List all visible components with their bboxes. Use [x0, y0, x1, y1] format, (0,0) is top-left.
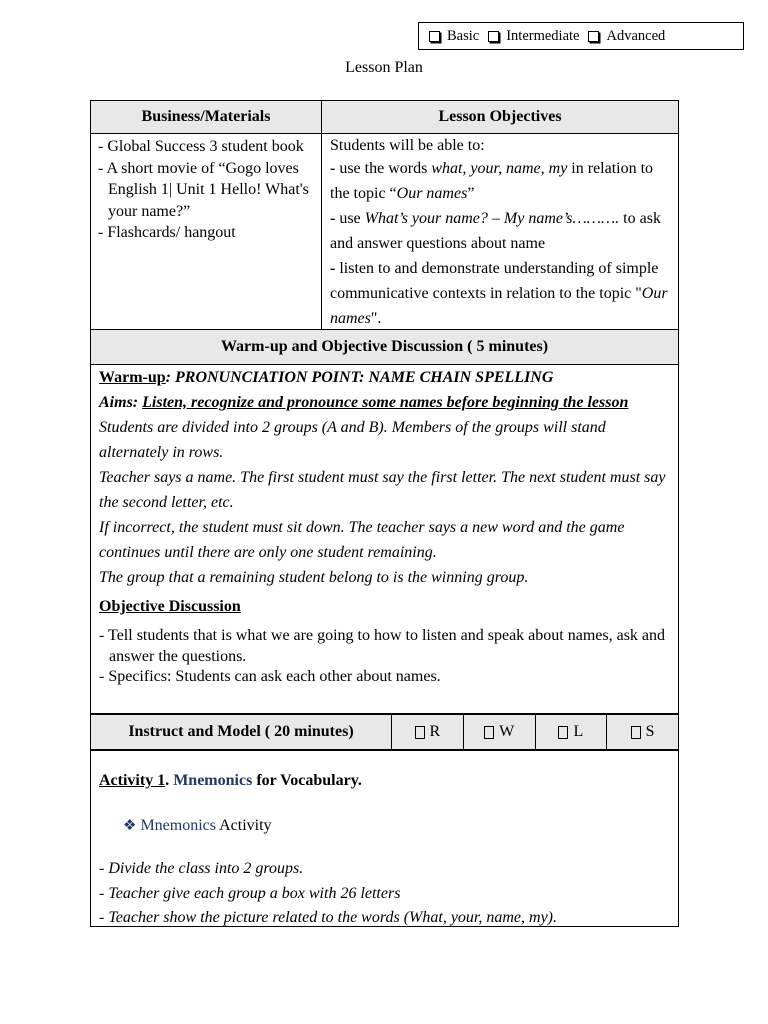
- objective-dash: -: [330, 260, 340, 277]
- objective-text: use: [339, 210, 365, 227]
- objectives-list: [322, 134, 678, 329]
- aims-label: Aims:: [99, 394, 143, 411]
- warmup-aims: [99, 390, 670, 415]
- objective-dash: -: [330, 160, 340, 177]
- instruct-model-title: Instruct and Model ( 20 minutes): [91, 715, 392, 749]
- level-label: Intermediate: [506, 27, 580, 44]
- warmup-step: The group that a remaining student belong to is the winning group.: [99, 569, 529, 586]
- objective-text: in relation to the topic “: [330, 160, 654, 202]
- activity-step: - Teacher show the picture related to the words (What, your, name, my).: [99, 909, 558, 926]
- activity-dot: .: [165, 772, 174, 789]
- materials-header: Business/Materials: [91, 101, 322, 133]
- objective-text: listen to and demonstrate understanding of simple communicative contexts in relation to the topic ": [330, 260, 659, 302]
- objective-text: ”: [467, 185, 475, 202]
- activity-steps: [99, 857, 670, 931]
- skill-option-reading[interactable]: [392, 715, 464, 749]
- skill-label: L: [573, 723, 584, 740]
- objectives-intro: Students will be able to:: [330, 137, 485, 154]
- skill-label: S: [645, 723, 655, 740]
- objective-phrase: What’s your name? – My name’s……….: [364, 210, 620, 227]
- table-header-row: [91, 101, 678, 134]
- aims-text: Listen, recognize and pronounce some names before beginning the lesson: [142, 394, 629, 411]
- objective-item: [330, 156, 670, 206]
- skill-option-speaking[interactable]: [607, 715, 678, 749]
- level-option-advanced[interactable]: [588, 28, 665, 45]
- material-item: - Flashcards/ hangout: [98, 224, 236, 241]
- diamond-bullet-icon: ❖: [123, 816, 137, 834]
- warmup-activity-line: [99, 365, 670, 390]
- materials-list: [91, 134, 322, 329]
- level-label: Basic: [447, 27, 480, 44]
- checkbox-icon[interactable]: [429, 31, 440, 42]
- skill-label: W: [499, 723, 515, 740]
- activity-keyword: Mnemonics: [173, 772, 253, 789]
- mnemonics-activity-line: [99, 814, 670, 837]
- objective-words: what, your, name, my: [431, 160, 568, 177]
- objective-item: [330, 206, 670, 256]
- objective-topic: Our names: [396, 185, 468, 202]
- objective-discussion-item: - Tell students that is what we are going to how to listen and speak about names, ask and answer the questions.: [99, 627, 666, 665]
- activity-step: - Divide the class into 2 groups.: [99, 860, 304, 877]
- checkbox-icon[interactable]: [488, 31, 499, 42]
- objectives-header: Lesson Objectives: [438, 108, 562, 125]
- warmup-label: Warm-up: [99, 369, 166, 386]
- checkbox-icon[interactable]: [588, 31, 599, 42]
- checkbox-icon[interactable]: [415, 726, 425, 739]
- activity-section-body: [91, 751, 678, 926]
- instruct-model-row: [91, 713, 678, 751]
- objective-item: [330, 256, 670, 331]
- objective-dash: -: [330, 210, 340, 227]
- warmup-step: Students are divided into 2 groups (A and B). Members of the groups will stand alternately in rows.: [99, 419, 606, 461]
- objective-text: to ask and answer questions about name: [330, 210, 661, 252]
- level-option-basic[interactable]: [429, 28, 479, 45]
- activity-title: [99, 770, 670, 792]
- objective-discussion-list: [99, 626, 670, 688]
- material-item: - A short movie of “Gogo loves English 1| Unit 1 Hello! What's your name?”: [98, 159, 309, 220]
- activity-label: Activity 1: [99, 772, 166, 789]
- objective-text: use the words: [339, 160, 432, 177]
- activity-step: - Teacher give each group a box with 26 letters: [99, 884, 401, 902]
- materials-objectives-row: [91, 134, 678, 330]
- material-item: - Global Success 3 student book: [98, 138, 304, 155]
- activity-title-rest: for Vocabulary.: [252, 772, 362, 789]
- level-selector: [418, 22, 744, 50]
- warmup-section-body: [91, 365, 678, 713]
- level-label: Advanced: [606, 27, 666, 44]
- objective-topic: Our names: [330, 285, 668, 327]
- checkbox-icon[interactable]: [558, 726, 568, 739]
- objective-discussion-title: Objective Discussion: [99, 598, 241, 615]
- checkbox-icon[interactable]: [631, 726, 641, 739]
- objective-text: ".: [370, 310, 382, 327]
- skill-option-writing[interactable]: [464, 715, 536, 749]
- mnemonics-keyword: Mnemonics: [140, 817, 216, 834]
- document-title: Lesson Plan: [345, 59, 423, 76]
- warmup-step: If incorrect, the student must sit down. The teacher says a new word and the game continues until there are only one student remaining.: [99, 519, 625, 561]
- checkbox-icon[interactable]: [484, 726, 494, 739]
- level-option-intermediate[interactable]: [488, 28, 579, 45]
- mnemonics-rest: Activity: [216, 817, 272, 834]
- skill-label: R: [429, 723, 441, 740]
- warmup-step: Teacher says a name. The first student must say the first letter. The next student must say the second letter, etc.: [99, 469, 666, 511]
- lesson-plan-table: [90, 100, 679, 927]
- skill-option-listening[interactable]: [536, 715, 608, 749]
- objective-discussion-item: - Specifics: Students can ask each other about names.: [99, 668, 441, 685]
- warmup-activity-title: : PRONUNCIATION POINT: NAME CHAIN SPELLING: [165, 369, 554, 386]
- warmup-section-header: Warm-up and Objective Discussion ( 5 minutes): [91, 330, 678, 365]
